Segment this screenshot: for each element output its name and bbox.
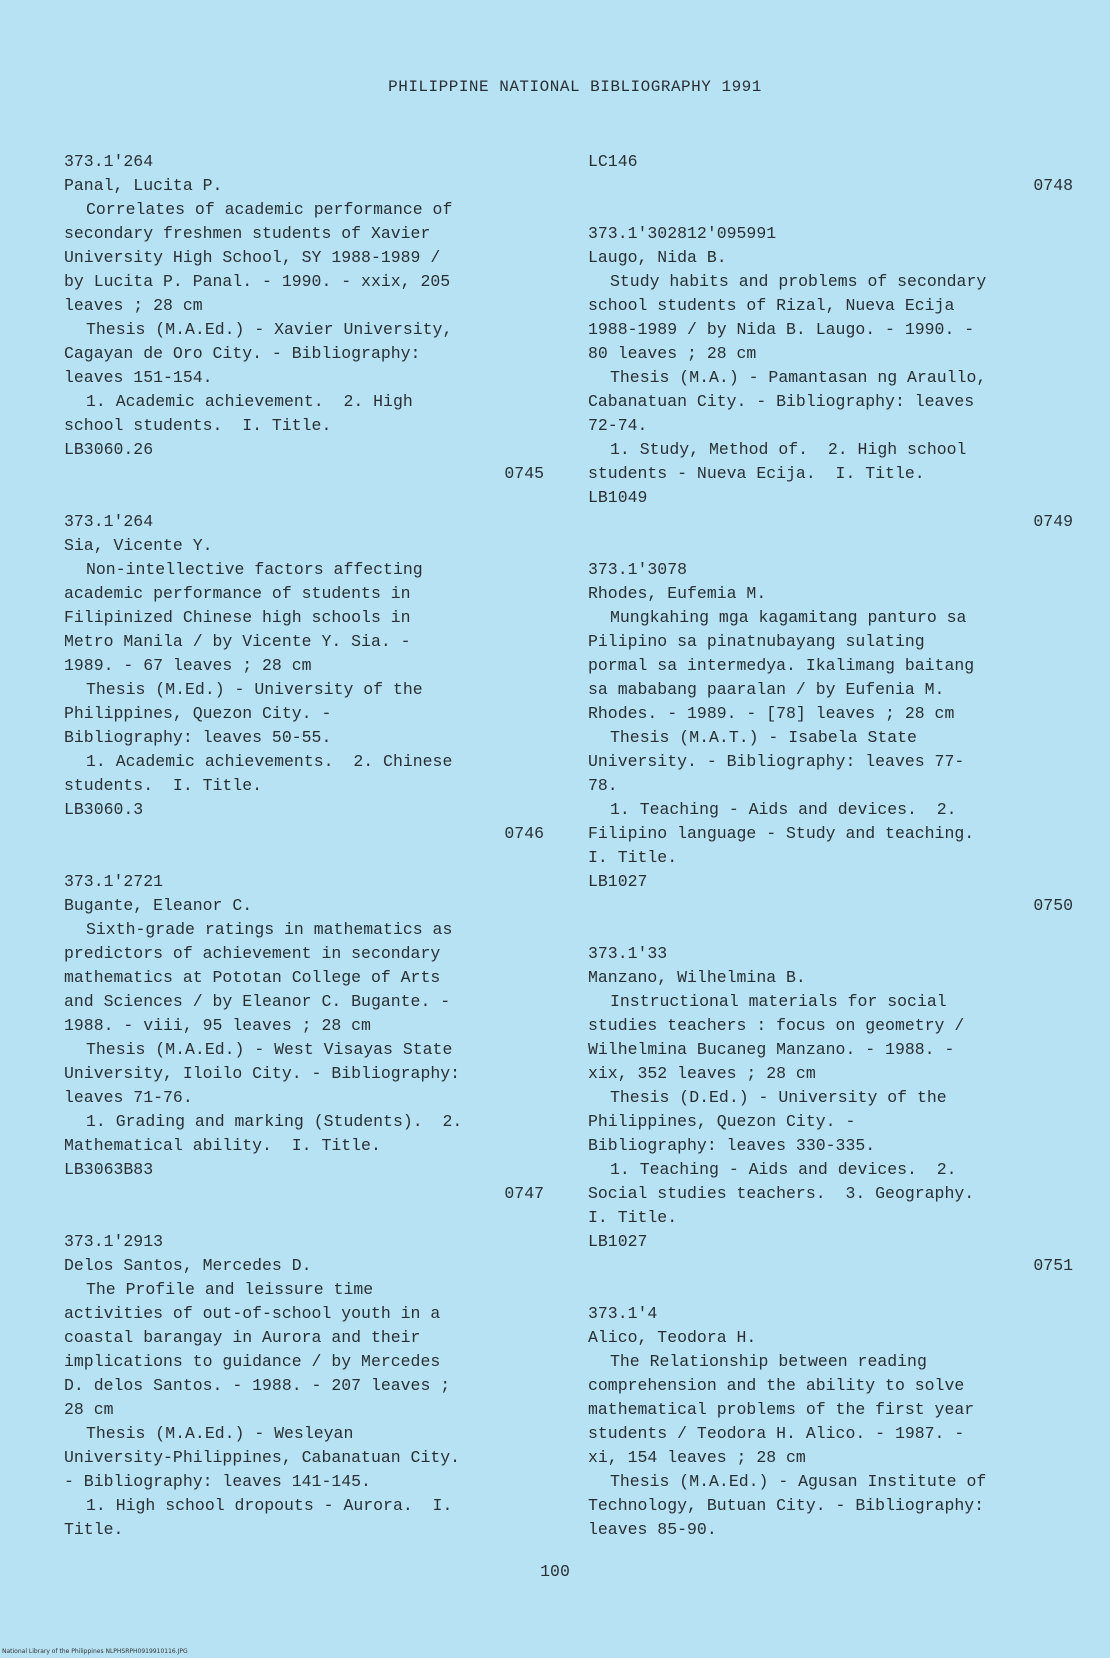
entry-author: Alico, Teodora H. xyxy=(588,1328,757,1347)
class-number: 373.1'3078 xyxy=(588,560,688,579)
entry-author: Delos Santos, Mercedes D. xyxy=(64,1256,312,1275)
title-line: pormal sa intermedya. Ikalimang baitang xyxy=(588,656,975,675)
subject-line: I. Title. xyxy=(588,1208,678,1227)
subject-line: 1. High school dropouts - Aurora. I. xyxy=(86,1496,453,1515)
subject-line: Title. xyxy=(64,1520,124,1539)
subject-line: 1. Teaching - Aids and devices. 2. xyxy=(610,1160,957,1179)
footer-caption: National Library of the Philippines NLPHSRPH0919910116.JPG xyxy=(2,1648,188,1655)
title-line: Wilhelmina Bucaneg Manzano. - 1988. - xyxy=(588,1040,955,1059)
call-number: LB3063B83 xyxy=(64,1160,154,1179)
title-line: The Profile and leissure time xyxy=(86,1280,374,1299)
title-line: 80 leaves ; 28 cm xyxy=(588,344,757,363)
page-header: PHILIPPINE NATIONAL BIBLIOGRAPHY 1991 xyxy=(388,78,762,96)
subject-line: Filipino language - Study and teaching. xyxy=(588,824,975,843)
entry-author: Manzano, Wilhelmina B. xyxy=(588,968,806,987)
call-number: LB1027 xyxy=(588,872,648,891)
thesis-note-line: University, Iloilo City. - Bibliography: xyxy=(64,1064,461,1083)
class-number: 373.1'33 xyxy=(588,944,668,963)
title-line: coastal barangay in Aurora and their xyxy=(64,1328,421,1347)
subject-line: 1. Academic achievement. 2. High xyxy=(86,392,413,411)
title-line: secondary freshmen students of Xavier xyxy=(64,224,431,243)
thesis-note-line: Philippines, Quezon City. - xyxy=(588,1112,856,1131)
subject-line: 1. Grading and marking (Students). 2. xyxy=(86,1112,463,1131)
entry-number: 0751 xyxy=(1033,1256,1073,1275)
title-line: mathematical problems of the first year xyxy=(588,1400,975,1419)
thesis-note-line: leaves 151-154. xyxy=(64,368,213,387)
title-line: 1988-1989 / by Nida B. Laugo. - 1990. - xyxy=(588,320,975,339)
title-line: and Sciences / by Eleanor C. Bugante. - xyxy=(64,992,451,1011)
bibliography-entry xyxy=(588,150,1073,198)
subject-line: school students. I. Title. xyxy=(64,416,332,435)
title-line: school students of Rizal, Nueva Ecija xyxy=(588,296,955,315)
entry-spacer xyxy=(588,918,1073,942)
title-line: students / Teodora H. Alico. - 1987. - xyxy=(588,1424,965,1443)
thesis-note-line: Bibliography: leaves 330-335. xyxy=(588,1136,876,1155)
title-line: implications to guidance / by Mercedes xyxy=(64,1352,441,1371)
thesis-note-line: Technology, Butuan City. - Bibliography: xyxy=(588,1496,985,1515)
call-number: LB3060.26 xyxy=(64,440,154,459)
entry-spacer xyxy=(64,1206,544,1230)
thesis-note-line: 78. xyxy=(588,776,618,795)
thesis-note-line: University. - Bibliography: leaves 77- xyxy=(588,752,965,771)
entry-spacer xyxy=(64,486,544,510)
entry-number: 0747 xyxy=(504,1184,544,1203)
entry-number: 0746 xyxy=(504,824,544,843)
title-line: Study habits and problems of secondary xyxy=(610,272,987,291)
page-number: 100 xyxy=(540,1562,570,1581)
entry-number: 0749 xyxy=(1033,512,1073,531)
title-line: The Relationship between reading xyxy=(610,1352,927,1371)
entry-number: 0745 xyxy=(504,464,544,483)
entry-spacer xyxy=(588,198,1073,222)
call-number: LB1049 xyxy=(588,488,648,507)
bibliography-entry xyxy=(588,222,1073,534)
thesis-note-line: Thesis (M.A.Ed.) - West Visayas State xyxy=(86,1040,453,1059)
title-line: comprehension and the ability to solve xyxy=(588,1376,965,1395)
entry-spacer xyxy=(588,1278,1073,1302)
subject-line: students - Nueva Ecija. I. Title. xyxy=(588,464,925,483)
title-line: Correlates of academic performance of xyxy=(86,200,453,219)
class-number: 373.1'264 xyxy=(64,512,154,531)
title-line: Non-intellective factors affecting xyxy=(86,560,423,579)
call-number: LB3060.3 xyxy=(64,800,144,819)
subject-line: 1. Teaching - Aids and devices. 2. xyxy=(610,800,957,819)
thesis-note-line: Thesis (M.A.Ed.) - Agusan Institute of xyxy=(610,1472,987,1491)
title-line: 28 cm xyxy=(64,1400,114,1419)
title-line: xix, 352 leaves ; 28 cm xyxy=(588,1064,816,1083)
title-line: predictors of achievement in secondary xyxy=(64,944,441,963)
title-line: studies teachers : focus on geometry / xyxy=(588,1016,965,1035)
call-number: LC146 xyxy=(588,152,638,171)
thesis-note-line: Philippines, Quezon City. - xyxy=(64,704,332,723)
entry-author: Sia, Vicente Y. xyxy=(64,536,213,555)
thesis-note-line: Cabanatuan City. - Bibliography: leaves xyxy=(588,392,975,411)
title-line: mathematics at Pototan College of Arts xyxy=(64,968,441,987)
title-line: Instructional materials for social xyxy=(610,992,947,1011)
title-line: sa mababang paaralan / by Eufenia M. xyxy=(588,680,945,699)
bibliography-entry xyxy=(588,558,1073,918)
right-column xyxy=(588,150,1073,1542)
bibliography-entry xyxy=(64,150,544,486)
entry-number: 0750 xyxy=(1033,896,1073,915)
title-line: academic performance of students in xyxy=(64,584,411,603)
title-line: Sixth-grade ratings in mathematics as xyxy=(86,920,453,939)
subject-line: I. Title. xyxy=(588,848,678,867)
title-line: D. delos Santos. - 1988. - 207 leaves ; xyxy=(64,1376,451,1395)
title-line: University High School, SY 1988-1989 / xyxy=(64,248,441,267)
thesis-note-line: Bibliography: leaves 50-55. xyxy=(64,728,332,747)
thesis-note-line: Thesis (M.A.Ed.) - Wesleyan xyxy=(86,1424,354,1443)
call-number: LB1027 xyxy=(588,1232,648,1251)
bibliography-entry xyxy=(64,510,544,846)
entry-spacer xyxy=(64,846,544,870)
thesis-note-line: Thesis (D.Ed.) - University of the xyxy=(610,1088,947,1107)
thesis-note-line: Thesis (M.A.T.) - Isabela State xyxy=(610,728,917,747)
title-line: leaves ; 28 cm xyxy=(64,296,203,315)
thesis-note-line: Thesis (M.A.Ed.) - Xavier University, xyxy=(86,320,453,339)
title-line: Pilipino sa pinatnubayang sulating xyxy=(588,632,925,651)
title-line: 1989. - 67 leaves ; 28 cm xyxy=(64,656,312,675)
entry-spacer xyxy=(588,534,1073,558)
class-number: 373.1'302812'095991 xyxy=(588,224,777,243)
bibliography-entry xyxy=(64,870,544,1206)
title-line: Metro Manila / by Vicente Y. Sia. - xyxy=(64,632,411,651)
subject-line: students. I. Title. xyxy=(64,776,263,795)
title-line: activities of out-of-school youth in a xyxy=(64,1304,441,1323)
bibliography-entry xyxy=(588,942,1073,1278)
class-number: 373.1'4 xyxy=(588,1304,658,1323)
thesis-note-line: leaves 85-90. xyxy=(588,1520,717,1539)
thesis-note-line: - Bibliography: leaves 141-145. xyxy=(64,1472,371,1491)
entry-author: Bugante, Eleanor C. xyxy=(64,896,253,915)
subject-line: Mathematical ability. I. Title. xyxy=(64,1136,381,1155)
bibliography-entry xyxy=(588,1302,1073,1542)
title-line: Mungkahing mga kagamitang panturo sa xyxy=(610,608,967,627)
left-column xyxy=(64,150,544,1542)
bibliography-entry xyxy=(64,1230,544,1542)
title-line: Rhodes. - 1989. - [78] leaves ; 28 cm xyxy=(588,704,955,723)
title-line: xi, 154 leaves ; 28 cm xyxy=(588,1448,806,1467)
thesis-note-line: University-Philippines, Cabanatuan City. xyxy=(64,1448,461,1467)
entry-author: Laugo, Nida B. xyxy=(588,248,727,267)
entry-author: Rhodes, Eufemia M. xyxy=(588,584,767,603)
title-line: by Lucita P. Panal. - 1990. - xxix, 205 xyxy=(64,272,451,291)
title-line: 1988. - viii, 95 leaves ; 28 cm xyxy=(64,1016,371,1035)
entry-number: 0748 xyxy=(1033,176,1073,195)
thesis-note-line: 72-74. xyxy=(588,416,648,435)
class-number: 373.1'264 xyxy=(64,152,154,171)
subject-line: Social studies teachers. 3. Geography. xyxy=(588,1184,975,1203)
class-number: 373.1'2913 xyxy=(64,1232,164,1251)
class-number: 373.1'2721 xyxy=(64,872,164,891)
subject-line: 1. Academic achievements. 2. Chinese xyxy=(86,752,453,771)
subject-line: 1. Study, Method of. 2. High school xyxy=(610,440,967,459)
thesis-note-line: leaves 71-76. xyxy=(64,1088,193,1107)
entry-author: Panal, Lucita P. xyxy=(64,176,223,195)
thesis-note-line: Cagayan de Oro City. - Bibliography: xyxy=(64,344,421,363)
thesis-note-line: Thesis (M.Ed.) - University of the xyxy=(86,680,423,699)
thesis-note-line: Thesis (M.A.) - Pamantasan ng Araullo, xyxy=(610,368,987,387)
title-line: Filipinized Chinese high schools in xyxy=(64,608,411,627)
